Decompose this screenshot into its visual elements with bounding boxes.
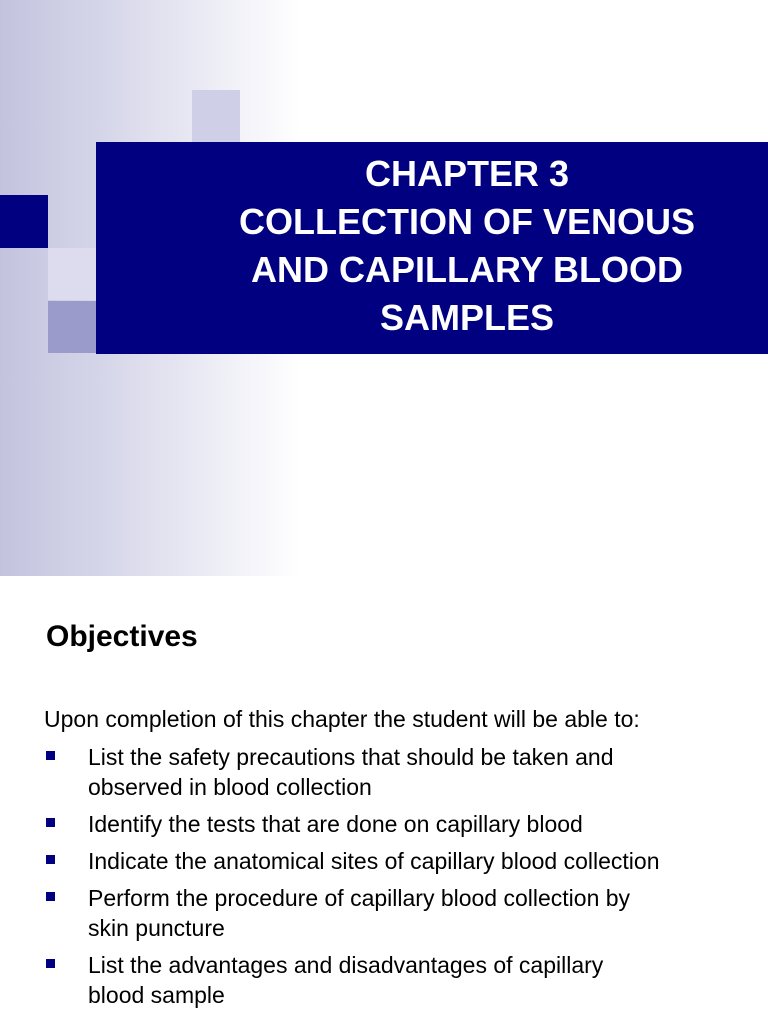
slide-title xyxy=(192,150,742,342)
list-item-line: Perform the procedure of capillary blood collection by xyxy=(88,885,631,911)
list-item-line: blood sample xyxy=(88,982,225,1008)
list-item-line: observed in blood collection xyxy=(88,774,372,800)
list-item xyxy=(44,742,744,802)
objectives-intro: Upon completion of this chapter the student will be able to: xyxy=(44,706,640,732)
list-item-line: Indicate the anatomical sites of capillary blood collection xyxy=(88,848,660,874)
list-item xyxy=(44,846,744,876)
list-item-line: List the advantages and disadvantages of capillary xyxy=(88,952,604,978)
list-item xyxy=(44,883,744,943)
list-item-line: Identify the tests that are done on capillary blood xyxy=(88,811,583,837)
list-item xyxy=(44,950,744,1010)
objectives-heading: Objectives xyxy=(46,620,198,653)
title-line: CHAPTER 3 xyxy=(364,153,570,194)
list-item-line: skin puncture xyxy=(88,915,225,941)
title-line: SAMPLES xyxy=(379,297,555,338)
list-item xyxy=(44,809,744,839)
title-line: COLLECTION OF VENOUS xyxy=(238,201,695,242)
square-bullet-icon xyxy=(46,818,55,827)
square-bullet-icon xyxy=(46,855,55,864)
decor-square xyxy=(192,90,240,142)
square-bullet-icon xyxy=(46,892,55,901)
decor-square xyxy=(48,301,96,353)
objectives-list xyxy=(44,742,744,1017)
accent-bar-left xyxy=(0,195,48,248)
title-line: AND CAPILLARY BLOOD xyxy=(251,249,683,290)
square-bullet-icon xyxy=(46,959,55,968)
square-bullet-icon xyxy=(46,751,55,760)
decor-square xyxy=(48,248,96,300)
list-item-line: List the safety precautions that should be taken and xyxy=(88,744,614,770)
